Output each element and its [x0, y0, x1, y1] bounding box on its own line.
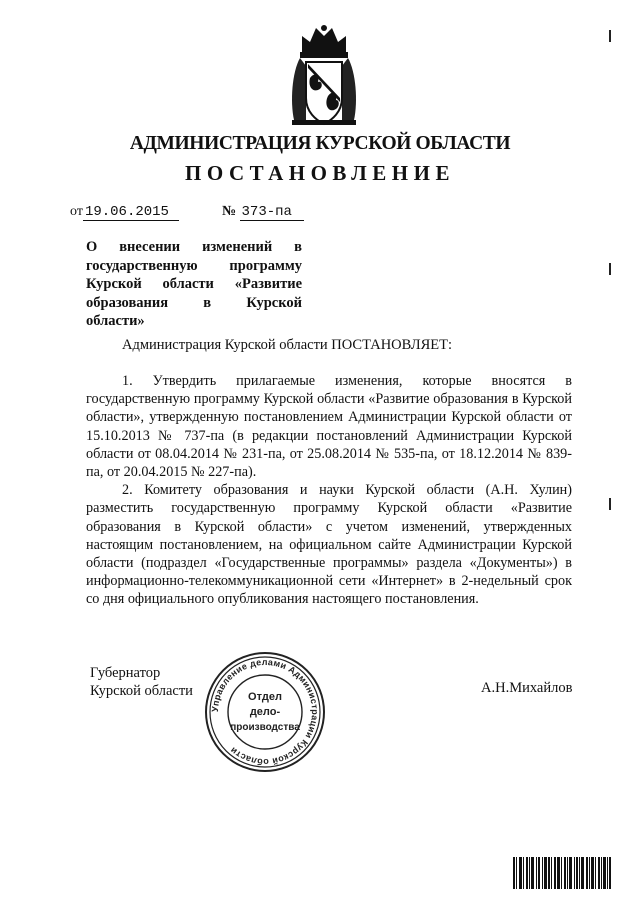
stamp-center-line: производства [230, 722, 300, 733]
coat-of-arms-emblem [288, 22, 360, 128]
subject-line: государственную программу [86, 257, 302, 274]
document-date: 19.06.2015 [83, 205, 179, 221]
scan-mark [609, 30, 611, 42]
subject-line: образования в Курской [86, 294, 302, 311]
scan-mark [609, 498, 611, 510]
document-type-title: ПОСТАНОВЛЕНИЕ [185, 161, 455, 185]
stamp-center-line: дело- [249, 706, 281, 718]
document-body [86, 372, 572, 609]
from-label: от [70, 204, 83, 219]
document-number: 373-па [240, 205, 304, 221]
signatory-title [90, 664, 193, 700]
stamp-ring-text: Управление делами Администрации Курской области [209, 656, 321, 768]
barcode [513, 857, 611, 889]
signatory-name: А.Н.Михайлов [481, 680, 573, 696]
paragraph-2: 2. Комитету образования и науки Курской области (А.Н. Хулин) разместить государственную программу Курской области «Развитие образования в Курской области» с учетом изменений, утвержденных настоящим постановлением, на официальном сайте Администрации Курской области (подраздел «Государственные программы» раздела «Документы») в информационно-телекоммуникационной сети «Интернет» в 2-недельный срок со дня официального опубликования настоящего постановления. [86, 482, 572, 608]
document-subject [86, 238, 302, 331]
scan-mark [609, 263, 611, 275]
signatory-title-line: Курской области [90, 683, 193, 699]
subject-line: области» [86, 313, 145, 329]
preamble-text: Администрация Курской области ПОСТАНОВЛЯЕТ: [122, 337, 453, 353]
organization-title: АДМИНИСТРАЦИЯ КУРСКОЙ ОБЛАСТИ [129, 133, 511, 154]
subject-line: Курской области «Развитие [86, 276, 302, 292]
signatory-title-line: Губернатор [90, 665, 161, 681]
stamp-center-line: Отдел [248, 691, 282, 703]
subject-line: О внесении изменений в [86, 239, 302, 255]
number-label: № [221, 204, 237, 219]
official-stamp [203, 650, 327, 774]
date-number-line [70, 204, 304, 221]
paragraph-1: 1. Утвердить прилагаемые изменения, которые вносятся в государственную программу Курской области «Развитие образования в Курской области», утвержденную постановлением Администрации Курской области от 15.10.2013 № 737-па (в редакции постановлений Администрации Курской области от 08.04.2014 № 231-па, от 25.08.2014 № 535-па, от 18.12.2014 № 839-па, от 20.04.2015 № 227-па). [86, 373, 572, 481]
